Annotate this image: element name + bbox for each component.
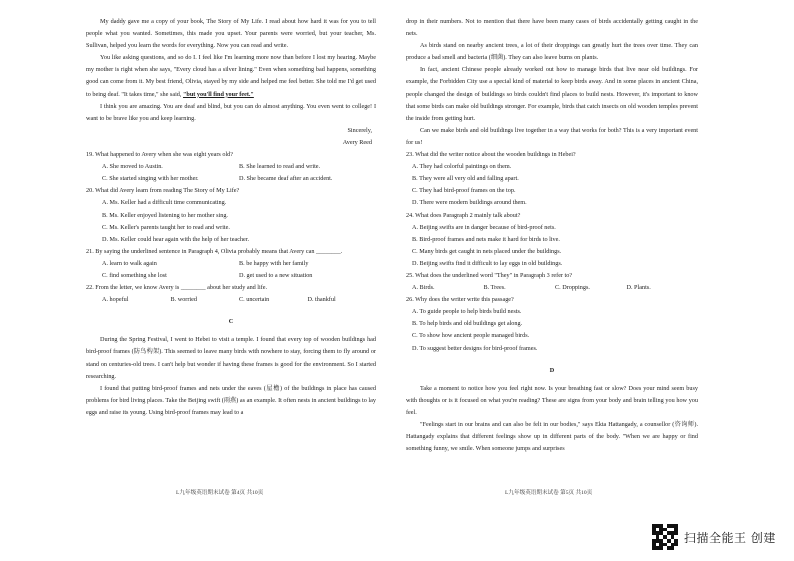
option: D. get used to a new situation bbox=[239, 271, 313, 279]
paragraph: During the Spring Festival, I went to Hebei to visit a temple. I found that every top of wooden buildings had bird-proof frames (防鸟构架). This seemed to leave many birds with nowhere to stay, forcing them to fly around or stand on centuries-old trees. I can't help but wonder if having these frames is good for the environment. So I started researching. bbox=[86, 336, 376, 380]
question-25-stem: 25. What does the underlined word "They" in Paragraph 3 refer to? bbox=[406, 271, 573, 279]
paragraph: "Feelings start in our brains and can also be felt in our bodies," says Ekta Hattangady, a counsellor (咨询师). Hattangady explains that different feelings show up in different parts of the body. "When we are happy or find something funny, we smile. When someone jumps and surprises bbox=[406, 421, 698, 453]
option: D. Ms. Keller could hear again with the help of her teacher. bbox=[102, 235, 250, 243]
option: D. Plants. bbox=[626, 284, 651, 292]
option: B. To help birds and old buildings get along. bbox=[412, 320, 523, 328]
question-22-options bbox=[86, 294, 376, 306]
option: B. be happy with her family bbox=[239, 259, 309, 267]
question-19-stem: 19. What happened to Avery when she was eight years old? bbox=[86, 151, 234, 159]
option: A. hopeful bbox=[102, 296, 129, 304]
question-21-options bbox=[86, 258, 376, 270]
question-21-options bbox=[86, 270, 376, 282]
paragraph: Can we make birds and old buildings live together in a way that works for both? This is a very important event for us! bbox=[406, 126, 698, 146]
section-heading-c: C bbox=[228, 318, 234, 326]
question-19-options bbox=[86, 161, 376, 173]
paragraph: In fact, ancient Chinese people already worked out how to manage birds that live near old buildings. For example, the Forbidden City use a special kind of material to keep birds away. And in some places in ancient China, people changed the design of buildings so birds couldn't find places to build nests. However, it's important to know that some birds can make old buildings stronger. For example, birds that catch insects on old wooden temples prevent the inside from getting hurt. bbox=[406, 66, 698, 122]
paragraph bbox=[86, 52, 376, 100]
option: B. They were all very old and falling apart. bbox=[412, 175, 519, 183]
question-23-stem: 23. What did the writer notice about the wooden buildings in Hebei? bbox=[406, 151, 576, 159]
letter-signer: Avery Reed bbox=[342, 138, 372, 146]
page-footer-left: L九年级英语期末试卷 第4页 共10页 bbox=[176, 490, 264, 496]
option: D. To suggest better designs for bird-proof frames. bbox=[412, 344, 538, 352]
option: C. To show how ancient people managed birds. bbox=[412, 332, 530, 340]
question-24-stem: 24. What does Paragraph 2 mainly talk about? bbox=[406, 211, 521, 219]
option: B. She learned to read and write. bbox=[239, 163, 321, 171]
question-22-stem: 22. From the letter, we know Avery is ________ about her study and life. bbox=[86, 284, 268, 292]
option: C. They had bird-proof frames on the top. bbox=[412, 187, 516, 195]
paragraph: As birds stand on nearby ancient trees, a lot of their droppings can greatly hurt the trees over time. They can produce a bad smell and bacteria (细菌). They can also leave burns on plants. bbox=[406, 42, 698, 62]
paragraph: Take a moment to notice how you feel right now. Is your breathing fast or slow? Does your mind seem busy with thoughts or is it focused on what you're reading? These are signs from your body and brain telling you how you feel. bbox=[406, 384, 698, 416]
qr-code-icon bbox=[652, 524, 678, 550]
option: A. She moved to Austin. bbox=[102, 163, 163, 171]
section-heading-d: D bbox=[549, 366, 555, 374]
option: A. To guide people to help birds build nests. bbox=[412, 308, 522, 316]
option: C. uncertain bbox=[239, 296, 270, 304]
right-page-column bbox=[406, 16, 698, 455]
question-21-stem: 21. By saying the underlined sentence in Paragraph 4, Olivia probably means that Avery can ________. bbox=[86, 247, 343, 255]
option: C. Droppings. bbox=[555, 284, 590, 292]
option: D. She became deaf after an accident. bbox=[239, 175, 333, 183]
option: D. There were modern buildings around them. bbox=[412, 199, 527, 207]
option: A. They had colorful paintings on them. bbox=[412, 163, 512, 171]
option: C. find something she lost bbox=[102, 271, 167, 279]
option: A. Birds. bbox=[412, 284, 435, 292]
question-26-stem: 26. Why does the writer write this passage? bbox=[406, 296, 514, 304]
option: B. Bird-proof frames and nets make it hard for birds to live. bbox=[412, 235, 560, 243]
question-20-stem: 20. What did Avery learn from reading The Story of My Life? bbox=[86, 187, 240, 195]
option: B. worried bbox=[170, 296, 197, 304]
option: D. Beijing swifts find it difficult to lay eggs in old buildings. bbox=[412, 259, 563, 267]
question-19-options bbox=[86, 173, 376, 185]
left-page-column bbox=[86, 16, 376, 419]
underlined-sentence: "but you'll find your feet." bbox=[182, 90, 254, 98]
option: C. She started singing with her mother. bbox=[102, 175, 199, 183]
paragraph: drop in their numbers. Not to mention that there have been many cases of birds accidentally getting caught in the nets. bbox=[406, 18, 698, 38]
watermark-text: 扫描全能王 创建 bbox=[684, 530, 776, 545]
option: C. Ms. Keller's parents taught her to read and write. bbox=[102, 223, 230, 231]
option: D. thankful bbox=[307, 296, 336, 304]
option: B. Ms. Keller enjoyed listening to her mother sing. bbox=[102, 211, 228, 219]
paragraph-text: You like asking questions, and so do I. I feel like I'm learning more now than before I lost my hearing. Maybe my mother is right when she says, "Every cloud has a silver lining." Even when something bad happens, something good can come from it. My best friend, Olivia, stayed by my side and helped me feel better. She told me I'd get used to being deaf. "It takes time," she said, bbox=[86, 54, 376, 98]
paragraph: My daddy gave me a copy of your book, The Story of My Life. I read about how hard it was for you to tell people what you wanted. Sometimes, this made you upset. Your parents were worried, but your teacher, Ms. Sullivan, helped you learn the words for everything. Now you can read and write. bbox=[86, 18, 376, 50]
question-25-options bbox=[406, 282, 698, 294]
scanner-watermark bbox=[652, 524, 776, 550]
paragraph: I found that putting bird-proof frames and nets under the eaves (屋檐) of the buildings in place has caused problems for bird living places. Take the Beijing swift (雨燕) as an example. It often nests in ancient buildings to lay eggs and raise its young. Using bird-proof frames may lead to a bbox=[86, 384, 376, 416]
page-footer-right: L九年级英语期末试卷 第5页 共10页 bbox=[505, 490, 593, 496]
option: C. Many birds get caught in nets placed under the buildings. bbox=[412, 247, 562, 255]
option: A. Beijing swifts are in danger because of bird-proof nets. bbox=[412, 223, 556, 231]
option: B. Trees. bbox=[483, 284, 506, 292]
option: A. Ms. Keller had a difficult time communicating. bbox=[102, 199, 227, 207]
paragraph: I think you are amazing. You are deaf and blind, but you can do almost anything. You even went to college! I want to be brave like you and keep learning. bbox=[86, 102, 376, 122]
option: A. learn to walk again bbox=[102, 259, 157, 267]
letter-closing: Sincerely, bbox=[347, 126, 372, 134]
